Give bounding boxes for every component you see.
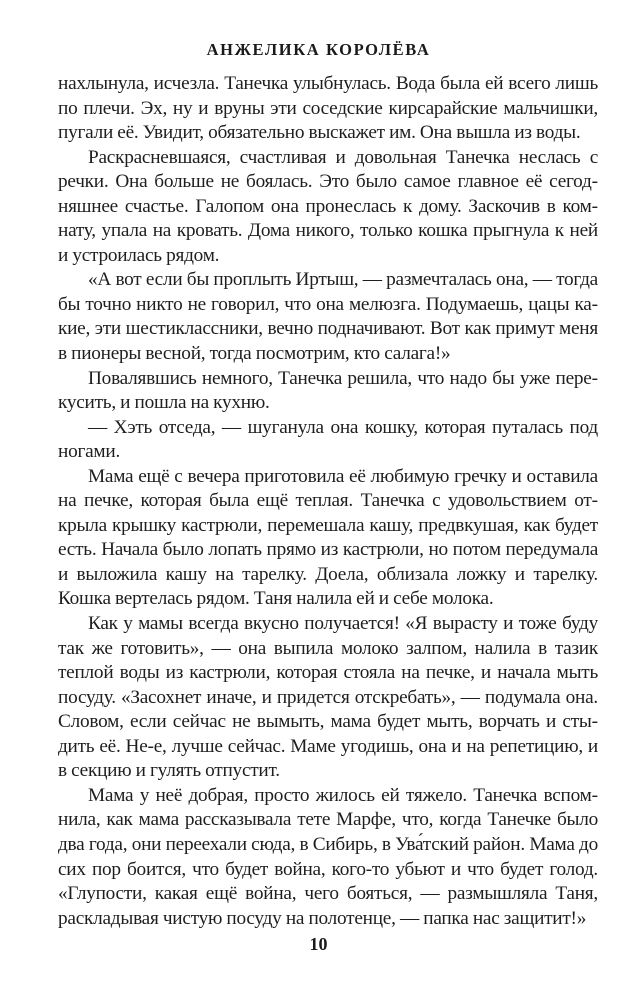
paragraph: Раскрасневшаяся, счастливая и довольная Танечка неслась с речки. Она больше не боялась. Это было самое главное её сегодняшнее счастье. Галопом она пронеслась к дому. Заскочив в комнату, упала на кровать. Дома никого, только кошка прыгнула к ней и устроилась рядом.: [58, 146, 598, 266]
running-title: АНЖЕЛИКА КОРОЛЁВА: [206, 40, 431, 59]
paragraph: Мама у неё добрая, просто жилось ей тяжело. Танечка вспомнила, как мама рассказывала тете Марфе, что, когда Танечке было два года, они переехали сюда, в Сибирь, в Ува́тский район. Мама до сих пор боится, что будет война, кого-то убьют и что будет голод. «Глупости, какая ещё война, чего бояться, — размышляла Таня, раскладывая чистую посуду на полотенце, — папка нас защитит!»: [58, 784, 598, 929]
page-number: 10: [309, 934, 328, 954]
paragraph: Мама ещё с вечера приготовила её любимую гречку и оставила на печке, которая была ещё теплая. Танечка с удовольствием открыла крышку кастрюли, перемешала кашу, предвкушая, как будет есть. Начала было лопать прямо из кастрюли, но потом передумала и выложила кашу на тарелку. Доела, облизала ложку и тарелку. Кошка вертелась рядом. Таня налила ей и себе молока.: [58, 465, 598, 610]
body-text: [58, 72, 598, 931]
paragraph: Повалявшись немного, Танечка решила, что надо бы уже перекусить, и пошла на кухню.: [58, 367, 598, 414]
paragraph: нахлынула, исчезла. Танечка улыбнулась. Вода была ей всего лишь по плечи. Эх, ну и вруны эти соседские кирсарайские мальчишки, пугали её. Увидит, обязательно выскажет им. Она вышла из воды.: [58, 73, 598, 144]
paragraph: — Хэть отседа, — шуганула она кошку, которая путалась под ногами.: [58, 416, 598, 463]
paragraph: «А вот если бы проплыть Иртыш, — размечталась она, — тогда бы точно никто не говорил, что она мелюзга. Подумаешь, цацы какие, эти шестиклассники, вечно подначивают. Вот как примут меня в пионеры весной, тогда посмотрим, кто салага!»: [58, 269, 598, 365]
paragraph: Как у мамы всегда вкусно получается! «Я вырасту и тоже буду так же готовить», — она выпила молоко залпом, налила в тазик теплой воды из кастрюли, которая стояла на печке, и начала мыть посуду. «Засохнет иначе, и придется отскребать», — подумала она. Словом, если сейчас не вымыть, мама будет мыть, ворчать и стыдить её. Не-е, лучше сейчас. Маме угодишь, она и на репетицию, и в секцию и гулять отпустит.: [58, 613, 598, 782]
